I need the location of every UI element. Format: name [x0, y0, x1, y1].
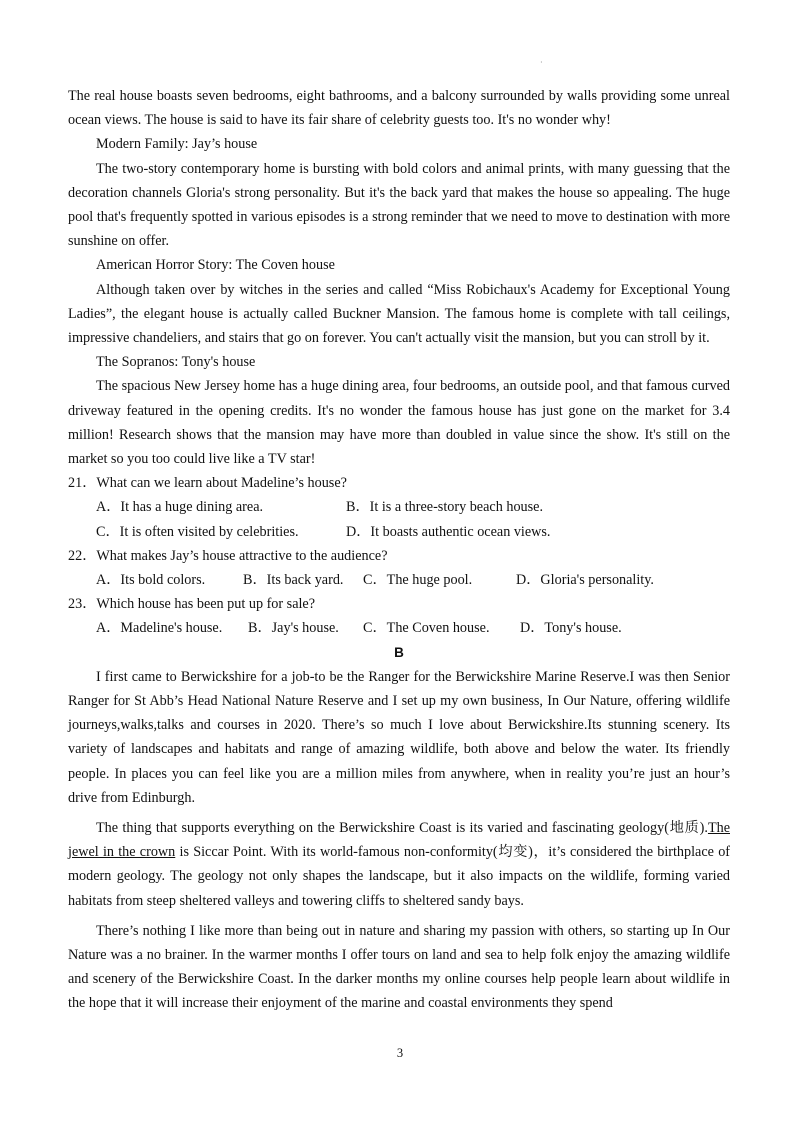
question-stem: 23．Which house has been put up for sale?	[68, 596, 316, 613]
text-span: is Siccar Point. With its world-famous non-conformity(均变)，it’s considered the birthplace of modern geology. The geology not only shapes the landscape, but it also impacts on the wildlife, forming varied habitats from steep sheltered valleys and towering cliffs to sheltered sandy bays.	[68, 844, 731, 909]
option-a: A．Its bold colors.	[96, 572, 206, 589]
option-row	[68, 495, 730, 519]
paragraph-tony-house: The spacious New Jersey home has a huge dining area, four bedrooms, an outside pool, and that famous curved driveway featured in the opening credits. It's no wonder the famous house has just gone on the market for 3.4 million! Research shows that the mansion may have more than doubled in value since the show. It's still on the market so you too could live like a TV star!	[68, 378, 730, 468]
paragraph-coven-house: Although taken over by witches in the series and called “Miss Robichaux's Academy for Exceptional Young Ladies”, the elegant house is actually called Buckner Mansion. The famous home is complete with tall ceilings, impressive chandeliers, and stairs that go on forever. You can't actually visit the mansion, but you can stroll by it.	[68, 281, 730, 347]
paragraph-b-1: I first came to Berwickshire for a job-to be the Ranger for the Berwickshire Marine Reserve.I was then Senior Ranger for St Abb’s Head National Nature Reserve and I set up my own business, In Our Nature, offering wildlife journeys,walks,talks and courses in 2020. There’s so much I love about Berwickshire.Its stunning scenery. Its variety of landscapes and habitats and range of amazing wildlife, both above and below the water. Its friendly people. In places you can feel like you are a million miles from anywhere, when in reality you’re just an hour’s drive from Edinburgh.	[68, 668, 730, 806]
scan-mark: ·	[540, 58, 543, 67]
option-row	[68, 616, 730, 640]
paragraph-jay-house: The two-story contemporary home is bursting with bold colors and animal prints, with many guessing that the decoration channels Gloria's strong personality. But it's the back yard that makes the house so appealing. The huge pool that's frequently spotted in various episodes is a strong reminder that we need to move to destination with more sunshine on offer.	[68, 160, 730, 250]
document-page	[68, 84, 730, 1016]
option-b: B．Its back yard.	[243, 572, 344, 589]
option-row	[68, 568, 730, 592]
option-a: A．Madeline's house.	[96, 620, 223, 637]
question-21	[68, 471, 730, 544]
question-23	[68, 592, 730, 640]
option-c: C．It is often visited by celebrities.	[96, 523, 299, 540]
page-number: 3	[396, 1046, 404, 1060]
text-span: The thing that supports everything on the Berwickshire Coast is its varied and fascinating geology(地质).	[96, 820, 708, 837]
question-stem: 22．What makes Jay’s house attractive to the audience?	[68, 547, 388, 564]
paragraph-b-2	[68, 816, 730, 913]
option-d: D．Tony's house.	[520, 620, 622, 637]
option-d: D．It boasts authentic ocean views.	[346, 523, 551, 540]
section-b-label: B	[394, 644, 404, 660]
option-c: C．The huge pool.	[363, 572, 473, 589]
option-d: D．Gloria's personality.	[516, 572, 654, 589]
paragraph-b-3: There’s nothing I like more than being out in nature and sharing my passion with others, so starting up In Our Nature was a no brainer. In the warmer months I offer tours on land and sea to help folk enjoy the amazing wildlife and scenery of the Berwickshire Coast. In the darker months my online courses help people learn about wildlife in the hope that it will increase their enjoyment of the marine and coastal environments they spend	[68, 922, 730, 1012]
option-b: B．Jay's house.	[248, 620, 339, 637]
option-c: C．The Coven house.	[363, 620, 490, 637]
heading-tony-house: The Sopranos: Tony's house	[96, 354, 256, 371]
option-b: B．It is a three-story beach house.	[346, 499, 543, 516]
underlined-phrase: The jewel in the crown	[68, 820, 730, 861]
question-stem: 21．What can we learn about Madeline’s house?	[68, 475, 347, 492]
paragraph-madeline-end: The real house boasts seven bedrooms, eight bathrooms, and a balcony surrounded by walls providing some unreal ocean views. The house is said to have its fair share of celebrity guests too. It's no wonder why!	[68, 88, 730, 129]
option-row	[68, 520, 730, 544]
option-a: A．It has a huge dining area.	[96, 499, 264, 516]
heading-coven-house: American Horror Story: The Coven house	[96, 257, 335, 274]
heading-jay-house: Modern Family: Jay’s house	[96, 136, 258, 153]
question-22	[68, 544, 730, 592]
